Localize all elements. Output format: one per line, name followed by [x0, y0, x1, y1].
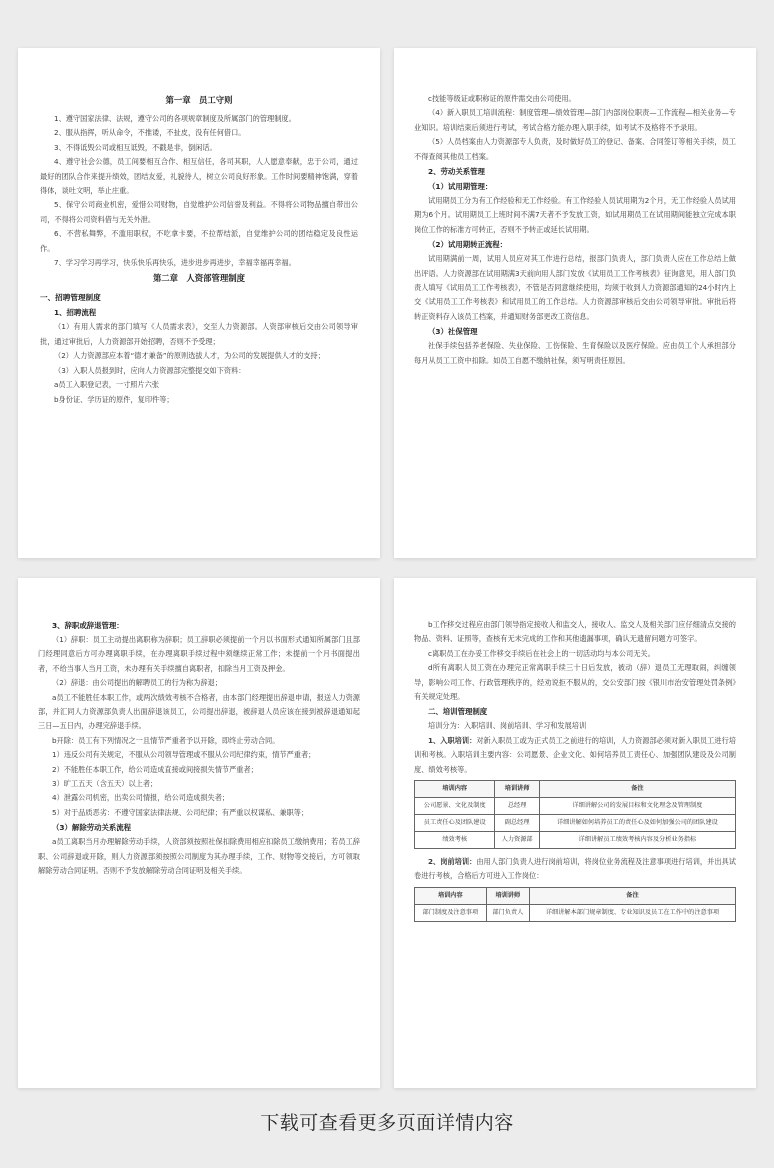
body-paragraph: b身份证、学历证的原件，复印件等； [54, 394, 174, 404]
onboard-training-table [414, 780, 736, 849]
table-header-cell: 备注 [539, 781, 735, 798]
subsection-heading: （1）试用期管理： [428, 182, 493, 192]
table-cell: 副总经理 [495, 815, 539, 832]
body-paragraph: 培训分为：入职培训、岗前培训、学习和发展培训 [428, 721, 587, 731]
table-row [415, 904, 736, 921]
subsection-heading: （2）试用期转正流程： [428, 240, 508, 250]
body-paragraph: 3）旷工五天（含五天）以上者； [52, 779, 158, 789]
body-paragraph: c技能等级证或职称证的原件需交由公司使用。 [428, 94, 576, 103]
table-row [415, 832, 736, 849]
table-cell: 详细讲解本部门规章制度、专业知识及员工在工作中的注意事项 [529, 904, 735, 921]
download-more-caption: 下载可查看更多页面详情内容 [260, 1112, 514, 1134]
body-paragraph: c离职员工在办妥工作移交手续后在社会上的一切活动均与本公司无关。 [428, 648, 655, 658]
body-paragraph: d所有离职人员工资在办理完正常离职手续三十日后发放，被动（辞）退员工无理取闹，纠缠领导，影响公司工作、行政管理秩序的，经劝说拒不服从的，交公安部门按《银川市治安管理处罚条例》有关规定处理。 [414, 663, 736, 702]
body-paragraph: 试用期员工分为有工作经验和无工作经验。有工作经验人员试用期为2个月，无工作经验人员试用期为6个月。试用期员工上班时间不满7天者不予发放工资，如试用期员工在试用期间能独立完成本职岗位工作的标准方可转正，否则不予转正或延长试用期。 [414, 196, 736, 234]
body-paragraph: （2）辞退：由公司提出的解聘员工的行为称为辞退； [52, 678, 222, 688]
table-row [415, 798, 736, 815]
subsection-heading: （3）社保管理 [428, 327, 478, 337]
inline-heading: 2、岗前培训： [428, 857, 477, 867]
rule-paragraph: 3、不得诋毁公司或相互诋毁，不戳是非，倒闲话。 [54, 142, 217, 152]
table-header-cell: 培训讲师 [495, 781, 539, 798]
rule-paragraph: 2、服从指挥，听从命令，不推诿，不扯皮，没有任何借口。 [54, 128, 246, 138]
body-paragraph: a员工离职当月办理解除劳动手续，人资部须按照社保扣除费用相应扣除员工缴纳费用；若员工辞职、公司辞退或开除，则人力资源部须按照公司制度为其办理手续，工作、财物等交接后，方可领取解除劳动合同证明。否则不予发放解除劳动合同证明及相关手续。 [38, 837, 360, 876]
rule-paragraph: 4、遵守社会公德，员工间要相互合作、相互信任，各司其职，人人愿意奉献，忠于公司，通过最好的团队合作来提升绩效，团结友爱，礼貌待人，树立公司良好形象。工作时间要精神饱满，穿着得体，谈吐文明，举止庄重。 [40, 157, 358, 196]
table-cell: 详细讲解员工绩效考核内容及分析业务指标 [539, 832, 735, 849]
document-page-4 [394, 578, 756, 1088]
table-cell: 总经理 [495, 798, 539, 815]
table-header-cell: 培训讲师 [486, 887, 529, 904]
table-row [415, 815, 736, 832]
body-paragraph: 5）对于品质恶劣：不遵守国家法律法规、公司纪律；有严重以权谋私、兼职等； [52, 807, 309, 817]
section-heading: 2、劳动关系管理 [428, 167, 485, 177]
section-heading: 一、招聘管理制度 [40, 293, 101, 303]
inline-text: 由用人部门负责人进行岗前培训，将岗位业务流程及注意事项进行培训，并出具试卷进行考核，合格后方可进入工作岗位： [414, 857, 736, 881]
inline-text: 对新入职员工或为正式员工之前进行的培训，人力资源部必须对新入职员工进行培训和考核。入职培训主要内容：公司愿景、企业文化、如何培养员工责任心、加强团队建设及公司制度、绩效考核等。 [414, 735, 736, 774]
body-paragraph: 4）泄露公司机密，出卖公司情报，给公司造成损失者； [52, 793, 230, 803]
body-paragraph: （2）人力资源部应本着“德才兼备”的原则选拔人才，为公司的发展提供人才的支持； [54, 351, 325, 361]
rule-paragraph: 7、学习学习再学习，快乐快乐再快乐，进步进步再进步，幸福幸福再幸福。 [54, 258, 296, 268]
body-paragraph: 2）不能胜任本职工作，给公司造成直接或间接损失情节严重者； [52, 764, 258, 774]
body-paragraph: 1）违反公司有关规定，不服从公司领导管理或不服从公司纪律约束，情节严重者； [52, 750, 316, 760]
subsection-heading: 1、招聘流程 [54, 308, 97, 318]
document-page-2 [394, 48, 756, 558]
table-header-cell: 培训内容 [415, 781, 495, 798]
body-paragraph: b工作移交过程应由部门领导指定接收人和监交人，接收人、监交人及相关部门应仔细清点交接的物品、资料、证照等，查核有无未完成的工作和其他遗漏事项，确认无遗留问题方可签字。 [414, 620, 736, 644]
body-paragraph: （3）入职人员报到时，应向人力资源部完整提交如下资料： [54, 365, 246, 375]
rule-paragraph: 5、保守公司商业机密，爱惜公司财物，自觉维护公司信誉及利益。不得将公司物品擅自带出公司，不得将公司资料借与无关外泄。 [40, 200, 358, 224]
body-paragraph: a员工不能胜任本职工作，或两次绩效考核不合格者，由本部门经理提出辞退申请，报送人力资源部，并汇同人力资源部负责人出面辞退该员工，公司提出辞退，被辞退人员应该在接到被辞退通知起三日—五日内，办理完辞退手续。 [38, 692, 360, 731]
document-page-3 [18, 578, 380, 1088]
table-cell: 人力资源部 [495, 832, 539, 849]
chapter-title: 第二章 人资部管理制度 [152, 273, 246, 284]
body-paragraph: （1）辞职：员工主动提出离职称为辞职；员工辞职必须提前一个月以书面形式通知所属部门且部门经理同意后方可办理离职手续，在办理离职手续过程中须继续正常工作；未提前一个月书面提出者，不给当事人当月工资，未办理有关手续擅自离职者，扣除当月工资及押金。 [38, 635, 360, 673]
table-header-row [415, 781, 736, 798]
table-cell: 部门制度及注意事项 [415, 904, 487, 921]
body-paragraph: b开除：员工有下列情况之一且情节严重者予以开除，即终止劳动合同。 [52, 735, 280, 745]
document-page-1 [18, 48, 380, 558]
body-paragraph: （4）新入职员工培训流程：制度管理—绩效管理—部门内部岗位职责—工作流程—相关业务—专业知识。培训结束后须进行考试，考试合格方能办理入职手续，如考试不及格将不予录用。 [414, 108, 736, 132]
table-cell: 公司愿景、文化及制度 [415, 798, 495, 815]
table-cell: 详细讲解如何培养员工的责任心及如何加强公司的团队建设 [539, 815, 735, 832]
section-heading: 3、辞职或辞退管理： [52, 621, 124, 630]
prejob-training-table [414, 887, 736, 922]
table-cell: 详细讲解公司的发展目标和文化理念及管理制度 [539, 798, 735, 815]
rule-paragraph: 6、不营私舞弊，不滥用职权，不吃拿卡要，不拉帮结派，自觉维护公司的团结稳定及良性运作。 [40, 229, 358, 253]
subsection-heading: （3）解除劳动关系流程 [52, 823, 132, 833]
table-cell: 绩效考核 [415, 832, 495, 849]
section-heading: 二、培训管理制度 [428, 707, 488, 717]
body-paragraph: a员工入职登记表，一寸照片六张 [54, 380, 160, 390]
body-paragraph: （5）人员档案由人力资源部专人负责，及时做好员工的登记、备案、合同签订等相关手续，员工不得查阅其他员工档案。 [414, 137, 736, 161]
inline-heading: 1、入职培训： [428, 735, 477, 745]
onboard-paragraph [414, 734, 736, 777]
body-paragraph: 试用期满前一周，试用人员应对其工作进行总结，报部门负责人，部门负责人应在工作总结上做出评语。人力资源部在试用期满3天前向用人部门发放《试用员工工作考核表》征询意见，用人部门负责人填写《试用员工工作考核表》，不管是否同意继续使用，均须于收到人力资源部通知的24小时内上交《试用员工工作考核表》和试用员工的工作总结。人力资源部审核后交由公司领导审批。审批后将转正资料存入该员工档案，并通知财务部更改工资信息。 [414, 254, 736, 321]
table-header-cell: 培训内容 [415, 887, 487, 904]
rule-paragraph: 1、遵守国家法律、法规，遵守公司的各项规章制度及所属部门的管理制度。 [54, 114, 296, 123]
table-header-row [415, 887, 736, 904]
table-cell: 部门负责人 [486, 904, 529, 921]
body-paragraph: （1）有用人需求的部门填写《人员需求表》，交至人力资源部。人资部审核后交由公司领导审批，通过审批后，人力资源部开始招聘，否则不予受理； [40, 322, 358, 346]
prejob-paragraph [414, 855, 736, 884]
body-paragraph: 社保手续包括养老保险、失业保险、工伤保险、生育保险以及医疗保险。应由员工个人承担部分每月从员工工资中扣除。如员工自愿不缴纳社保，须写明责任原因。 [414, 341, 736, 365]
table-header-cell: 备注 [529, 887, 735, 904]
chapter-title: 第一章 员工守则 [165, 95, 233, 105]
table-cell: 员工责任心及团队建设 [415, 815, 495, 832]
